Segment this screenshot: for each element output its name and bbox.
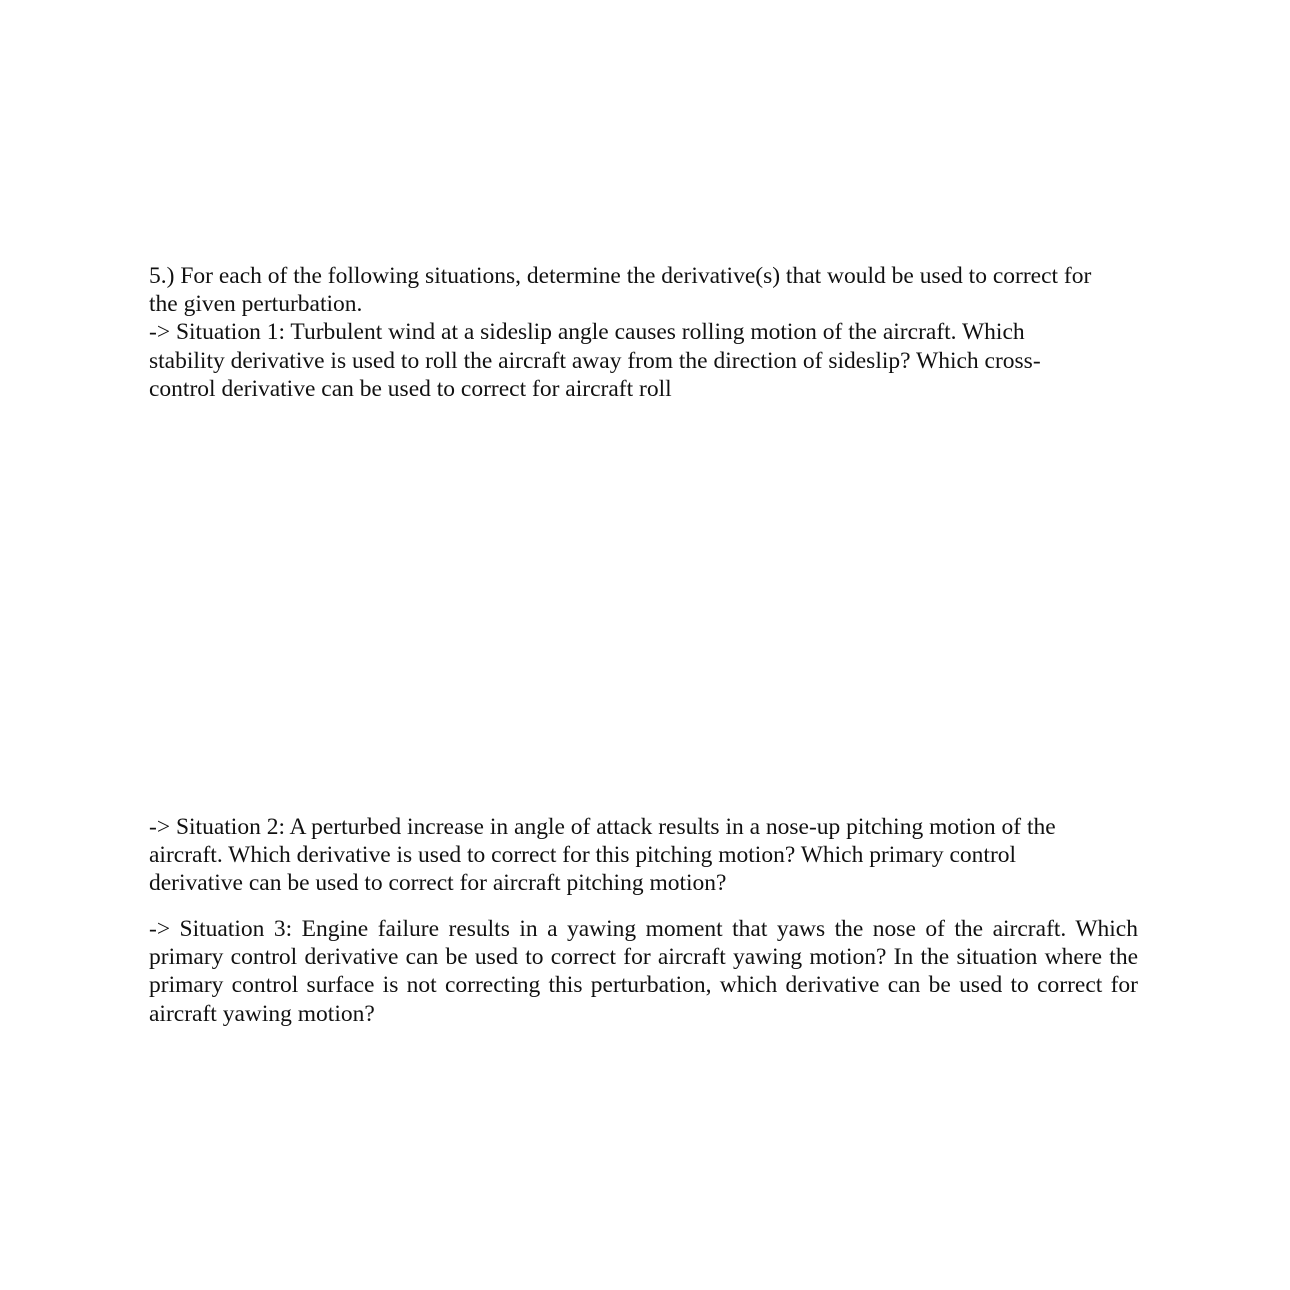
question-intro [149, 262, 1149, 318]
situation-3-line: primary control derivative can be used to correct for aircraft yawing motion? In the situation where the [149, 944, 1138, 971]
situation-3-line: primary control surface is not correcting this perturbation, which derivative can be used to correct for [149, 972, 1138, 999]
question-block [149, 262, 1149, 403]
situation-3-line: -> Situation 3: Engine failure results in a yawing moment that yaws the nose of the aircraft. Which [149, 916, 1138, 942]
situation-3-line: aircraft yawing motion? [149, 1000, 375, 1027]
situation-1-line: control derivative can be used to correct for aircraft roll [149, 375, 672, 402]
situation-1-line: -> Situation 1: Turbulent wind at a sideslip angle causes rolling motion of the aircraft. Which [149, 319, 1025, 346]
question-line: the given perturbation. [149, 291, 363, 318]
situation-2-line: -> Situation 2: A perturbed increase in angle of attack results in a nose-up pitching motion of the [149, 814, 1056, 840]
situation-1-line: stability derivative is used to roll the aircraft away from the direction of sideslip? Which cross- [149, 347, 1041, 374]
situation-2-line: derivative can be used to correct for aircraft pitching motion? [149, 870, 727, 897]
situation-3 [149, 915, 1149, 1028]
situation-2-line: aircraft. Which derivative is used to correct for this pitching motion? Which primary control [149, 842, 1017, 869]
situation-2 [149, 813, 1149, 898]
situation-1 [149, 318, 1149, 403]
question-line: 5.) For each of the following situations, determine the derivative(s) that would be used to correct for [149, 263, 1092, 289]
